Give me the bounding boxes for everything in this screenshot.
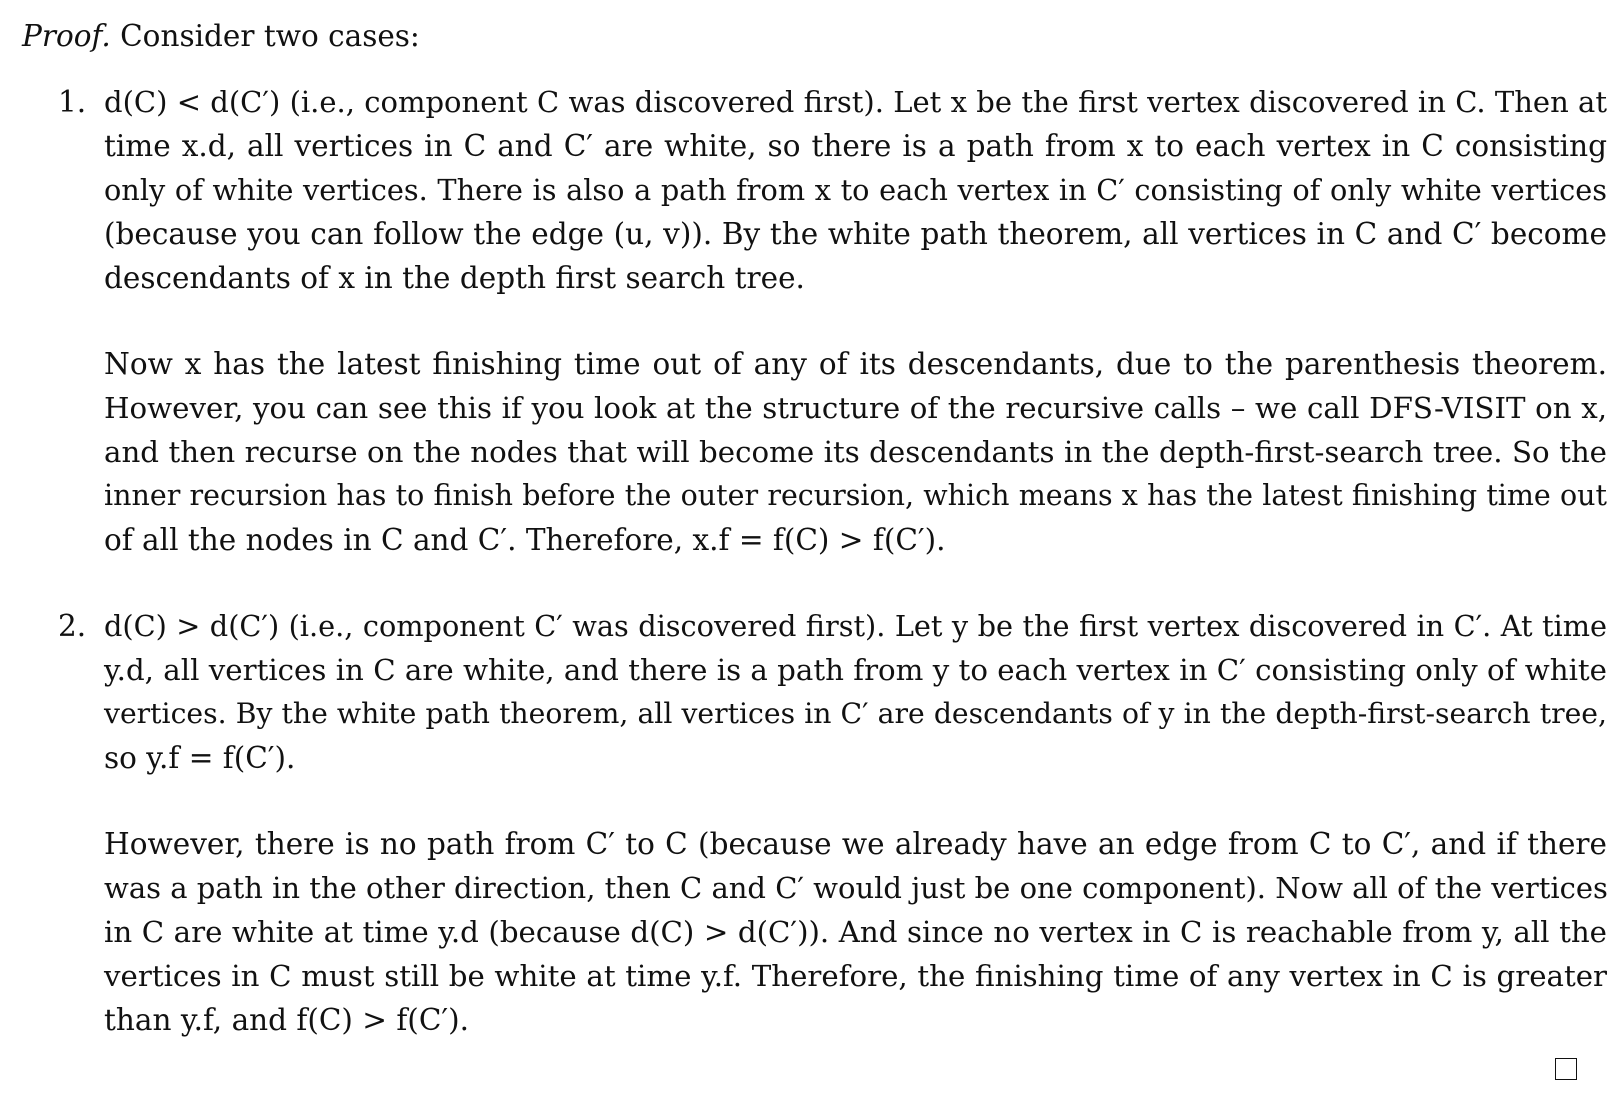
case-2-paragraph-1 <box>104 604 1607 780</box>
text-line: of all the nodes in C and C′. Therefore, x.f = f(C) > f(C′). <box>104 523 946 557</box>
text-line: However, you can see this if you look at the structure of the recursive calls – we call DFS-VISIT on x, <box>104 391 1607 425</box>
case-1 <box>22 80 1607 562</box>
text-line: (because you can follow the edge (u, v)). By the white path theorem, all vertices in C and C′ become <box>104 217 1607 251</box>
paragraph-gap <box>104 780 1607 822</box>
qed-square-icon <box>1555 1058 1577 1080</box>
text-line: y.d, all vertices in C are white, and there is a path from y to each vertex in C′ consisting only of white <box>104 653 1607 687</box>
proof-heading <box>22 14 1607 58</box>
proof-intro: Consider two cases: <box>120 19 420 53</box>
text-line: and then recurse on the nodes that will become its descendants in the depth-first-search tree. So the <box>104 435 1607 469</box>
case-1-marker: 1. <box>58 85 87 119</box>
text-line: than y.f, and f(C) > f(C′). <box>104 1003 469 1037</box>
text-line: d(C) > d(C′) (i.e., component C′ was discovered first). Let y be the first vertex discovered in C′. At time <box>104 609 1607 643</box>
text-line: in C are white at time y.d (because d(C) > d(C′)). And since no vertex in C is reachable from y, all the <box>104 915 1607 949</box>
case-2-marker: 2. <box>58 609 87 643</box>
text-line: descendants of x in the depth first search tree. <box>104 261 805 295</box>
text-line: time x.d, all vertices in C and C′ are white, so there is a path from x to each vertex in C consisting <box>104 129 1607 163</box>
case-1-paragraph-2 <box>104 342 1607 562</box>
proof-document <box>22 14 1607 1042</box>
text-line: Now x has the latest finishing time out of any of its descendants, due to the parenthesis theorem. <box>104 347 1607 381</box>
text-line: inner recursion has to finish before the outer recursion, which means x has the latest finishing time out <box>104 479 1607 512</box>
item-gap <box>22 562 1607 604</box>
paragraph-gap <box>104 300 1607 342</box>
text-line: vertices in C must still be white at time y.f. Therefore, the finishing time of any vertex in C is greater <box>104 959 1607 993</box>
text-line: However, there is no path from C′ to C (because we already have an edge from C to C′, and if there <box>104 827 1607 861</box>
proof-label: Proof. <box>22 19 111 53</box>
case-1-paragraph-1 <box>104 80 1607 300</box>
text-line: was a path in the other direction, then C and C′ would just be one component). Now all of the vertices <box>104 871 1608 905</box>
text-line: so y.f = f(C′). <box>104 741 296 775</box>
text-line: vertices. By the white path theorem, all vertices in C′ are descendants of y in the depth-first-search tree, <box>104 697 1607 730</box>
case-2 <box>22 604 1607 1042</box>
text-line: only of white vertices. There is also a path from x to each vertex in C′ consisting of only white vertices <box>104 173 1607 207</box>
text-line: d(C) < d(C′) (i.e., component C was discovered first). Let x be the first vertex discovered in C. Then at <box>104 85 1607 119</box>
case-2-paragraph-2 <box>104 822 1607 1042</box>
